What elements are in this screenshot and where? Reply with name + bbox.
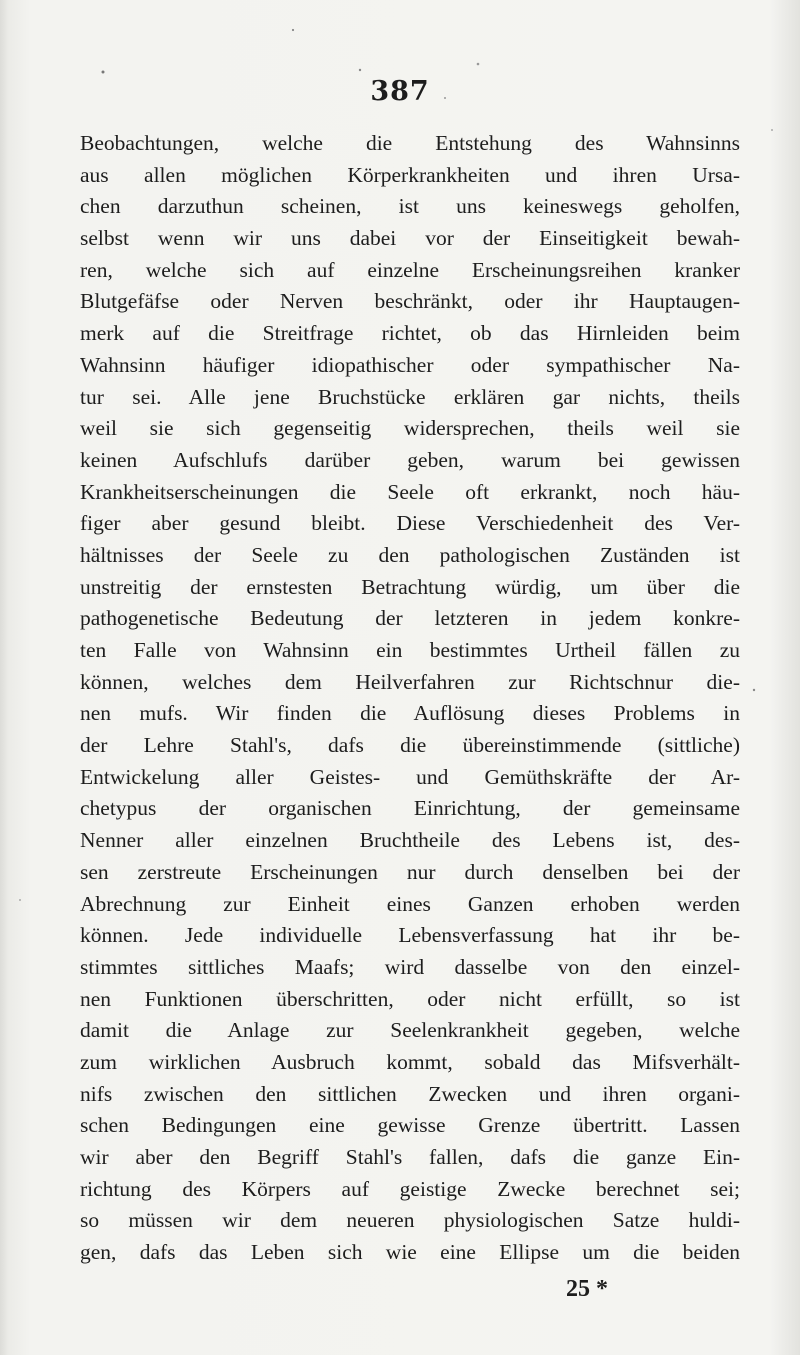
text-line: nen Funktionen überschritten, oder nicht erfüllt, so ist bbox=[80, 986, 740, 1011]
text-line: können. Jede individuelle Lebensverfassung hat ihr be- bbox=[80, 923, 740, 948]
text-line: chen darzuthun scheinen, ist uns keineswegs geholfen, bbox=[80, 194, 740, 219]
page-number: 387 bbox=[370, 76, 430, 107]
text-line: Abrechnung zur Einheit eines Ganzen erhoben werden bbox=[80, 891, 740, 916]
text-line: Beobachtungen, welche die Entstehung des Wahnsinns bbox=[80, 131, 740, 155]
text-line: Wahnsinn häufiger idiopathischer oder sympathischer Na- bbox=[80, 352, 740, 377]
text-line: unstreitig der ernstesten Betrachtung würdig, um über die bbox=[80, 574, 740, 599]
text-line: richtung des Körpers auf geistige Zwecke berechnet sei; bbox=[80, 1176, 740, 1201]
text-line: Entwickelung aller Geistes- und Gemüthskräfte der Ar- bbox=[80, 764, 740, 789]
text-line: der Lehre Stahl's, dafs die übereinstimmende (sittliche) bbox=[80, 733, 740, 758]
text-line: figer aber gesund bleibt. Diese Verschiedenheit des Ver- bbox=[80, 511, 740, 536]
text-line: hältnisses der Seele zu den pathologischen Zuständen ist bbox=[80, 542, 740, 567]
text-line: chetypus der organischen Einrichtung, der gemeinsame bbox=[80, 796, 740, 821]
text-line: Nenner aller einzelnen Bruchtheile des Lebens ist, des- bbox=[80, 828, 740, 853]
text-line: nen mufs. Wir finden die Auflösung dieses Problems in bbox=[80, 701, 740, 726]
text-line: merk auf die Streitfrage richtet, ob das Hirnleiden beim bbox=[80, 321, 740, 346]
text-line: wir aber den Begriff Stahl's fallen, dafs die ganze Ein- bbox=[80, 1145, 740, 1169]
text-line: stimmtes sittliches Maafs; wird dasselbe von den einzel- bbox=[80, 954, 740, 979]
text-line: Krankheitserscheinungen die Seele oft erkrankt, noch häu- bbox=[80, 479, 740, 504]
text-line: nifs zwischen den sittlichen Zwecken und ihren organi- bbox=[80, 1081, 740, 1106]
text-line: schen Bedingungen eine gewisse Grenze übertritt. Lassen bbox=[80, 1113, 740, 1138]
text-line: können, welches dem Heilverfahren zur Richtschnur die- bbox=[80, 669, 740, 694]
text-line: zum wirklichen Ausbruch kommt, sobald das Mifsverhält- bbox=[80, 1049, 740, 1074]
text-line: so müssen wir dem neueren physiologischen Satze huldi- bbox=[80, 1208, 740, 1233]
text-line: selbst wenn wir uns dabei vor der Einseitigkeit bewah- bbox=[80, 226, 740, 251]
signature-mark: 25 * bbox=[566, 1276, 608, 1302]
text-line: ren, welche sich auf einzelne Erscheinungsreihen kranker bbox=[80, 257, 740, 282]
text-line: aus allen möglichen Körperkrankheiten und ihren Ursa- bbox=[80, 162, 740, 187]
text-line: weil sie sich gegenseitig widersprechen, theils weil sie bbox=[80, 416, 740, 441]
text-line: keinen Aufschlufs darüber geben, warum bei gewissen bbox=[80, 447, 740, 472]
text-line: tur sei. Alle jene Bruchstücke erklären gar nichts, theils bbox=[80, 384, 740, 409]
body-text bbox=[80, 128, 740, 1269]
text-line: pathogenetische Bedeutung der letzteren in jedem konkre- bbox=[80, 606, 740, 631]
text-line: ten Falle von Wahnsinn ein bestimmtes Urtheil fällen zu bbox=[80, 638, 740, 662]
text-line: damit die Anlage zur Seelenkrankheit gegeben, welche bbox=[80, 1018, 740, 1043]
text-line: sen zerstreute Erscheinungen nur durch denselben bei der bbox=[80, 859, 740, 884]
text-line: gen, dafs das Leben sich wie eine Ellipse um die beiden bbox=[80, 1240, 740, 1265]
text-line: Blutgefäfse oder Nerven beschränkt, oder ihr Hauptaugen- bbox=[80, 289, 740, 314]
